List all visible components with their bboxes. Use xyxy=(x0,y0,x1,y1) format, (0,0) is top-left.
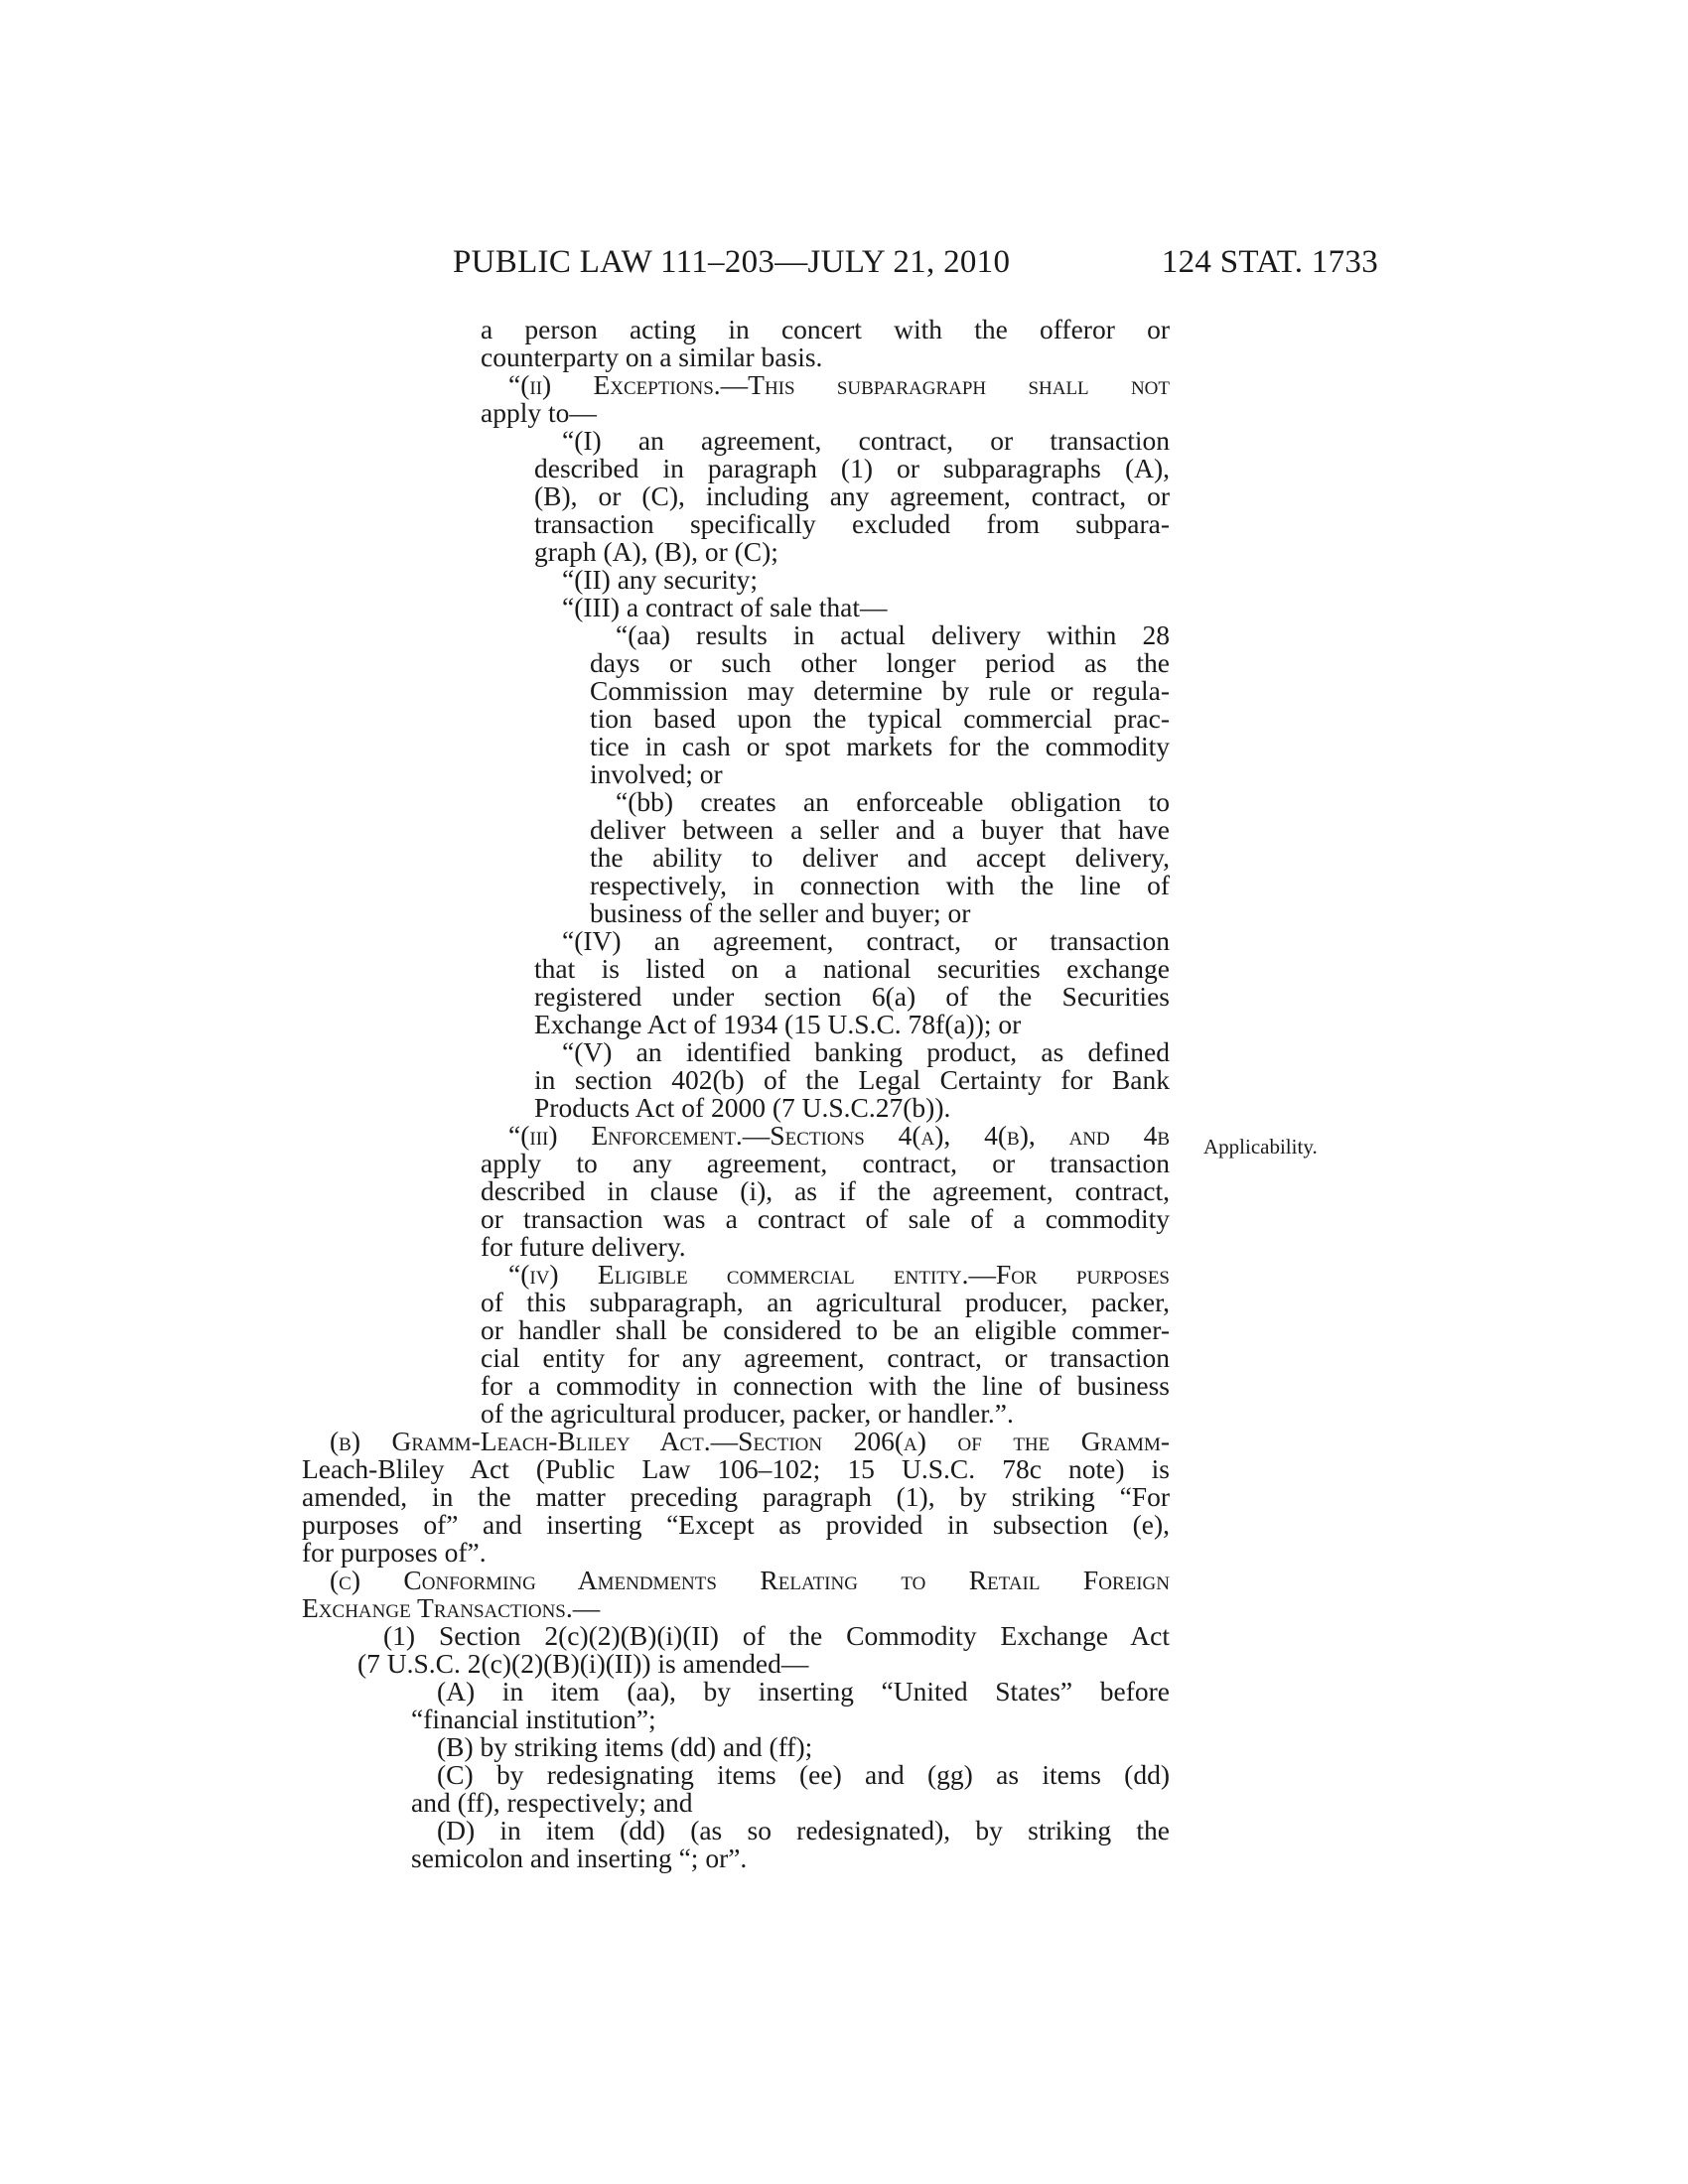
text-line: Products Act of 2000 (7 U.S.C.27(b)). xyxy=(534,1092,951,1123)
text-line: cial entity for any agreement, contract, or transaction xyxy=(481,1342,1170,1373)
text-line: “(II) any security; xyxy=(562,564,758,595)
text-line: for future delivery. xyxy=(481,1231,686,1262)
text-line: and (ff), respectively; and xyxy=(411,1787,693,1818)
text-line: transaction specifically excluded from subpara- xyxy=(534,508,1170,539)
text-line: “(aa) results in actual delivery within 28 xyxy=(616,619,1170,650)
text-line: (D) in item (dd) (as so redesignated), by striking the xyxy=(437,1815,1170,1845)
text-line: registered under section 6(a) of the Securities xyxy=(534,981,1170,1012)
margin-note-applicability: Applicability. xyxy=(1203,1135,1318,1159)
text-line: a person acting in concert with the offeror or xyxy=(481,314,1170,344)
text-line: “financial institution”; xyxy=(411,1704,656,1734)
text-line: or transaction was a contract of sale of a commodity xyxy=(481,1203,1170,1234)
text-line: (c) Conforming Amendments Relating to Retail Foreign xyxy=(330,1565,1170,1595)
text-line: (C) by redesignating items (ee) and (gg) as items (dd) xyxy=(437,1759,1170,1790)
text-line: apply to any agreement, contract, or transaction xyxy=(481,1148,1170,1178)
text-line: “(iii) Enforcement.—Sections 4(a), 4(b), and 4b xyxy=(508,1120,1170,1151)
text-line: tion based upon the typical commercial prac- xyxy=(590,703,1170,734)
stat-page-number: 124 STAT. 1733 xyxy=(1161,244,1378,280)
text-line: for purposes of”. xyxy=(302,1537,487,1568)
text-line: (b) Gramm-Leach-Bliley Act.—Section 206(a) of the Gramm- xyxy=(330,1426,1170,1456)
text-line: days or such other longer period as the xyxy=(590,647,1170,678)
text-line: for a commodity in connection with the line of business xyxy=(481,1370,1170,1401)
text-line: the ability to deliver and accept delivery, xyxy=(590,842,1170,873)
text-line: of this subparagraph, an agricultural producer, packer, xyxy=(481,1287,1170,1317)
text-line: described in clause (i), as if the agreement, contract, xyxy=(481,1175,1170,1206)
text-line: (1) Section 2(c)(2)(B)(i)(II) of the Commodity Exchange Act xyxy=(383,1620,1170,1651)
text-line: respectively, in connection with the line of xyxy=(590,870,1170,900)
text-line: Exchange Act of 1934 (15 U.S.C. 78f(a)); or xyxy=(534,1009,1022,1039)
text-line: Commission may determine by rule or regula- xyxy=(590,675,1170,706)
text-line: business of the seller and buyer; or xyxy=(590,897,971,928)
text-line: apply to— xyxy=(481,397,597,428)
text-line: “(III) a contract of sale that— xyxy=(562,592,888,622)
text-line: purposes of” and inserting “Except as provided in subsection (e), xyxy=(302,1509,1170,1540)
text-line: described in paragraph (1) or subparagraphs (A), xyxy=(534,453,1170,483)
text-line: Exchange Transactions.— xyxy=(302,1592,601,1623)
text-line: (7 U.S.C. 2(c)(2)(B)(i)(II)) is amended— xyxy=(357,1648,809,1679)
text-line: of the agricultural producer, packer, or handler.”. xyxy=(481,1398,1014,1429)
text-line: (B) by striking items (dd) and (ff); xyxy=(437,1731,813,1762)
text-line: involved; or xyxy=(590,758,723,789)
text-line: graph (A), (B), or (C); xyxy=(534,536,778,567)
text-line: tice in cash or spot markets for the commodity xyxy=(590,731,1170,761)
text-line: amended, in the matter preceding paragraph (1), by striking “For xyxy=(302,1481,1170,1512)
text-line: “(iv) Eligible commercial entity.—For purposes xyxy=(508,1259,1170,1290)
text-line: (A) in item (aa), by inserting “United States” before xyxy=(437,1676,1170,1706)
text-line: “(ii) Exceptions.—This subparagraph shall not xyxy=(508,369,1170,400)
text-line: or handler shall be considered to be an eligible commer- xyxy=(481,1314,1170,1345)
text-line: deliver between a seller and a buyer that have xyxy=(590,814,1170,845)
text-line: semicolon and inserting “; or”. xyxy=(411,1843,748,1873)
text-line: “(I) an agreement, contract, or transaction xyxy=(562,425,1170,456)
text-line: (B), or (C), including any agreement, contract, or xyxy=(534,480,1170,511)
text-line: “(IV) an agreement, contract, or transaction xyxy=(562,925,1170,956)
text-line: “(V) an identified banking product, as defined xyxy=(562,1036,1170,1067)
text-line: that is listed on a national securities exchange xyxy=(534,953,1170,984)
text-line: “(bb) creates an enforceable obligation to xyxy=(616,786,1170,817)
text-line: counterparty on a similar basis. xyxy=(481,341,823,372)
public-law-citation: PUBLIC LAW 111–203—JULY 21, 2010 xyxy=(453,244,1011,280)
running-header xyxy=(453,244,1378,284)
text-line: Leach-Bliley Act (Public Law 106–102; 15 U.S.C. 78c note) is xyxy=(302,1453,1170,1484)
text-line: in section 402(b) of the Legal Certainty for Bank xyxy=(534,1064,1170,1095)
